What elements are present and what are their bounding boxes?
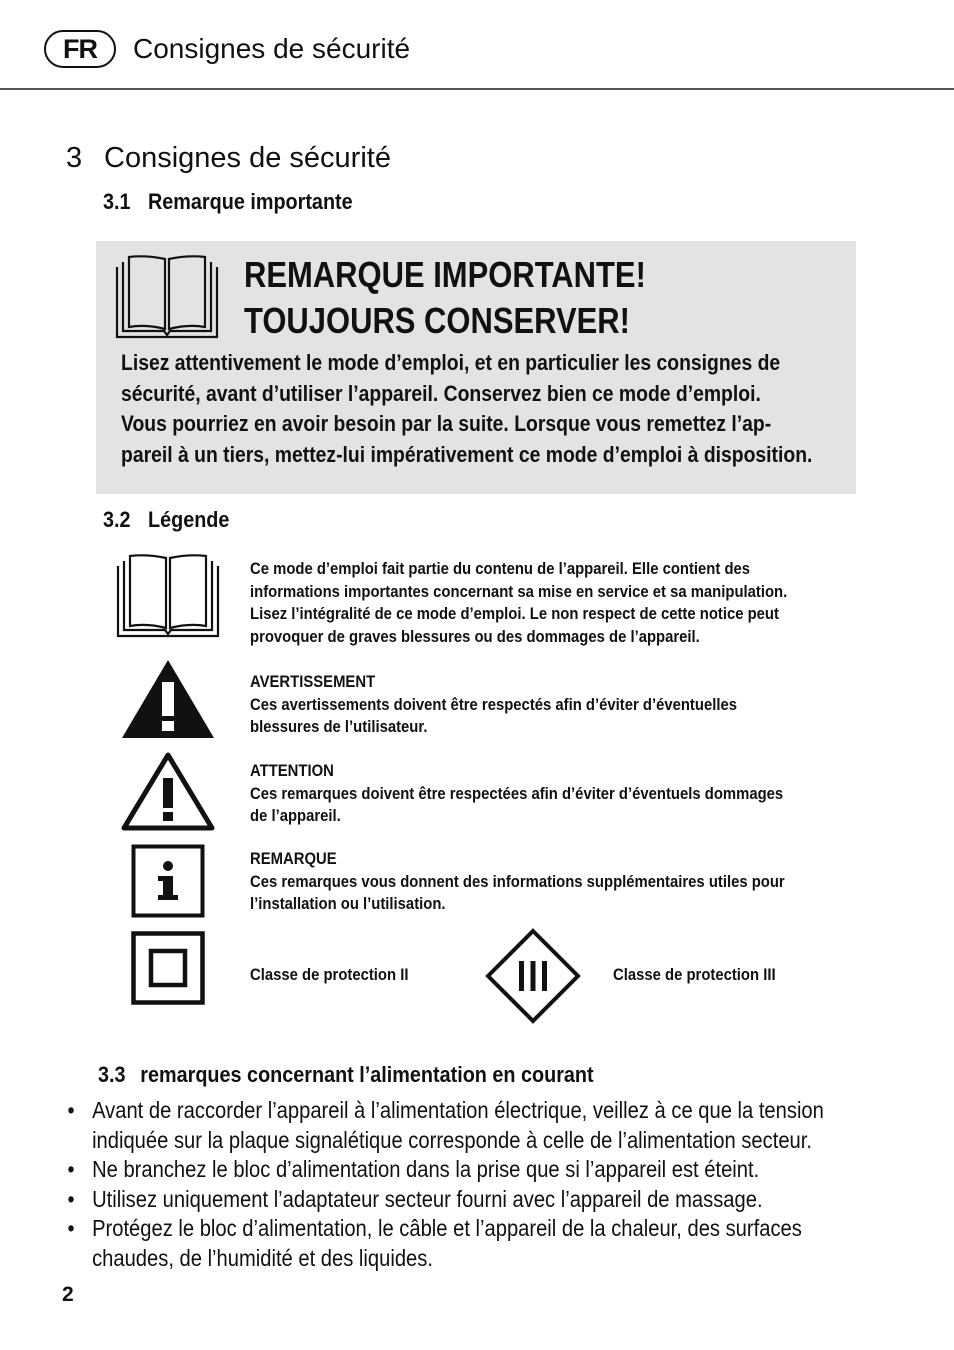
subsection-title: remarques concernant l’alimentation en courant [140, 1062, 594, 1087]
notice-line: pareil à un tiers, mettez-lui impérativement ce mode d’emploi à disposition. [121, 441, 813, 467]
legend-line: provoquer de graves blessures ou des dommages de l’appareil. [250, 628, 700, 647]
bullet-symbol: • [67, 1215, 75, 1241]
subsection-heading-3-1 [103, 187, 353, 217]
legend-attention-text [250, 760, 871, 828]
notice-text [121, 348, 818, 470]
legend-line: Ces avertissements doivent être respectés afin d’éviter d’éventuelles [250, 695, 737, 714]
subsection-heading-3-3 [98, 1060, 594, 1090]
power-supply-bullet-list [64, 1096, 858, 1273]
legend-line: Ces remarques doivent être respectées afin d’éviter d’éventuels dommages [250, 784, 784, 803]
header-divider [0, 88, 954, 90]
protection-class-3-icon [485, 928, 581, 1024]
page-number: 2 [62, 1283, 74, 1306]
notice-line: sécurité, avant d’utiliser l’appareil. Conservez bien ce mode d’emploi. [121, 380, 761, 406]
bullet-line: indiquée sur la plaque signalétique corresponde à celle de l’alimentation secteur. [92, 1126, 812, 1153]
bullet-line: Protégez le bloc d’alimentation, le câble et l’appareil de la chaleur, des surfaces [92, 1215, 802, 1241]
legend-line: blessures de l’utilisateur. [250, 718, 428, 737]
list-item [64, 1096, 858, 1155]
subsection-title: Légende [148, 507, 230, 532]
legend-remark-text [250, 848, 871, 916]
protection-class-2-icon [131, 931, 205, 1005]
list-item [64, 1214, 858, 1273]
notice-line: Vous pourriez en avoir besoin par la suite. Lorsque vous remettez l’ap- [121, 411, 772, 436]
notice-title-line: REMARQUE IMPORTANTE! [244, 254, 646, 295]
legend-warning-text [250, 671, 871, 739]
manual-book-icon [115, 552, 221, 640]
attention-outline-triangle-icon [120, 750, 216, 832]
page-header-title: Consignes de sécurité [133, 33, 411, 64]
subsection-number: 3.2 [103, 507, 131, 532]
subsection-number: 3.3 [98, 1062, 126, 1087]
info-icon [131, 844, 205, 918]
bullet-line: Ne branchez le bloc d’alimentation dans la prise que si l’appareil est éteint. [92, 1156, 760, 1182]
warning-filled-triangle-icon [120, 658, 216, 740]
bullet-line: Utilisez uniquement l’adaptateur secteur fourni avec l’appareil de massage. [92, 1185, 763, 1212]
legend-manual-text [250, 558, 871, 649]
language-badge: FR [44, 30, 116, 68]
bullet-line: chaudes, de l’humidité et des liquides. [92, 1244, 433, 1271]
protection-class-3-label: Classe de protection III [613, 966, 776, 984]
legend-remark-label: REMARQUE [250, 850, 337, 868]
notice-line: Lisez attentivement le mode d’emploi, et en particulier les consignes de [121, 350, 781, 375]
subsection-title: Remarque importante [148, 189, 353, 214]
subsection-number: 3.1 [103, 189, 131, 214]
legend-line: informations importantes concernant sa mise en service et sa manipulation. [250, 582, 788, 601]
legend-attention-label: ATTENTION [250, 762, 334, 780]
bullet-symbol: • [67, 1156, 75, 1182]
section-heading [66, 139, 391, 177]
list-item [64, 1155, 858, 1185]
book-icon [114, 253, 220, 341]
legend-line: Ce mode d’emploi fait partie du contenu de l’appareil. Elle contient des [250, 560, 751, 578]
bullet-symbol: • [67, 1097, 75, 1123]
section-title: Consignes de sécurité [104, 142, 391, 174]
protection-class-2-label: Classe de protection II [250, 966, 409, 984]
legend-line: l’installation ou l’utilisation. [250, 895, 446, 914]
notice-title-line: TOUJOURS CONSERVER! [244, 300, 630, 341]
notice-title [244, 252, 760, 344]
legend-line: de l’appareil. [250, 807, 341, 826]
bullet-symbol: • [67, 1185, 75, 1212]
list-item [64, 1185, 858, 1215]
legend-warning-label: AVERTISSEMENT [250, 673, 376, 691]
section-number: 3 [66, 142, 83, 174]
legend-line: Lisez l’intégralité de ce mode d’emploi. Le non respect de cette notice peut [250, 605, 779, 624]
bullet-line: Avant de raccorder l’appareil à l’alimentation électrique, veillez à ce que la tension [92, 1097, 824, 1123]
legend-line: Ces remarques vous donnent des informations supplémentaires utiles pour [250, 872, 785, 891]
subsection-heading-3-2 [103, 505, 229, 535]
